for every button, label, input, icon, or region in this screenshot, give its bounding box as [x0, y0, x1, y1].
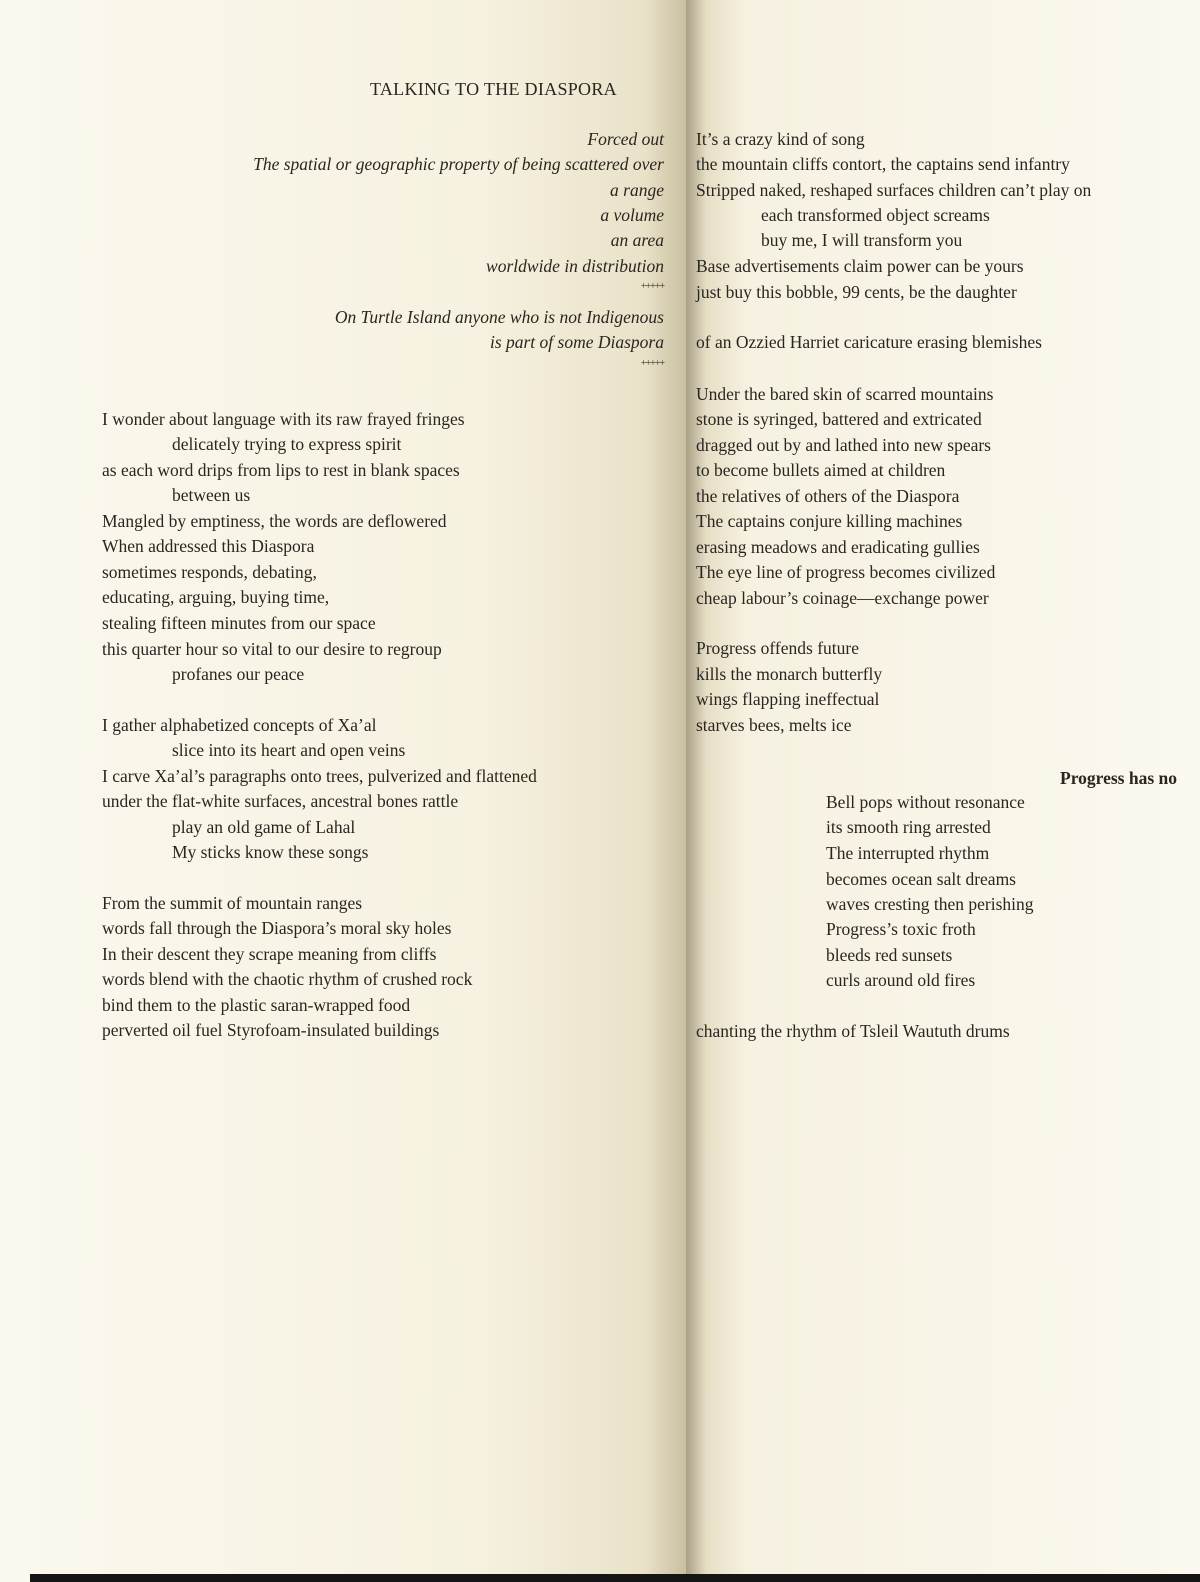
poem-line: its smooth ring arrested	[826, 817, 991, 837]
poem-line: erasing meadows and eradicating gullies	[696, 537, 980, 557]
poem-line: Progress’s toxic froth	[826, 919, 976, 939]
poem-line: I wonder about language with its raw frayed fringes	[102, 409, 465, 429]
poem-line: stealing fifteen minutes from our space	[102, 613, 376, 633]
poem-line: Bell pops without resonance	[826, 792, 1025, 812]
poem-line: The captains conjure killing machines	[696, 511, 963, 531]
poem-line: Progress offends future	[696, 638, 859, 658]
poem-line: kills the monarch butterfly	[696, 664, 883, 684]
ornament: +++++	[640, 281, 664, 292]
poem-line: slice into its heart and open veins	[172, 740, 406, 760]
poem-line: starves bees, melts ice	[696, 715, 852, 735]
poem-line: bleeds red sunsets	[826, 945, 953, 965]
poem-line: delicately trying to express spirit	[172, 434, 402, 454]
poem-line: The interrupted rhythm	[826, 843, 990, 863]
poem-line: Base advertisements claim power can be yours	[696, 256, 1024, 276]
epigraph-line: a range	[610, 180, 664, 200]
poem-line: stone is syringed, battered and extricated	[696, 409, 982, 429]
poem-line: It’s a crazy kind of song	[696, 129, 865, 149]
epigraph-line: an area	[610, 230, 664, 250]
poem-line: curls around old fires	[826, 970, 976, 990]
poem-line: each transformed object screams	[761, 205, 990, 225]
epigraph-line: worldwide in distribution	[486, 256, 664, 276]
poem-line: educating, arguing, buying time,	[102, 587, 330, 607]
poem-line: sometimes responds, debating,	[102, 562, 317, 582]
poem-line: between us	[172, 485, 251, 505]
poem-line: profanes our peace	[172, 664, 305, 684]
poem-line: I carve Xa’al’s paragraphs onto trees, pulverized and flattened	[102, 766, 537, 786]
poem-line: becomes ocean salt dreams	[826, 869, 1016, 889]
poem-line: I gather alphabetized concepts of Xa’al	[102, 715, 377, 735]
poem-line: cheap labour’s coinage—exchange power	[696, 588, 989, 608]
poem-line: My sticks know these songs	[172, 842, 369, 862]
poem-line: the relatives of others of the Diaspora	[696, 486, 960, 506]
poem-title: TALKING TO THE DIASPORA	[370, 79, 617, 99]
poem-line: as each word drips from lips to rest in blank spaces	[102, 460, 460, 480]
poem-line: buy me, I will transform you	[761, 230, 963, 250]
poem-line: waves cresting then perishing	[826, 894, 1034, 914]
poem-line: bind them to the plastic saran-wrapped food	[102, 995, 411, 1015]
poem-line: to become bullets aimed at children	[696, 460, 946, 480]
epigraph-line: The spatial or geographic property of being scattered over	[253, 154, 664, 174]
poem-line: this quarter hour so vital to our desire to regroup	[102, 639, 442, 659]
poem-line: play an old game of Lahal	[172, 817, 356, 837]
epigraph-line: On Turtle Island anyone who is not Indigenous	[334, 307, 664, 327]
epigraph-line: Forced out	[587, 129, 664, 149]
poem-line: of an Ozzied Harriet caricature erasing blemishes	[696, 332, 1042, 352]
poem-line: Under the bared skin of scarred mountains	[696, 384, 994, 404]
section-heading: Progress has no	[1060, 768, 1178, 788]
poem-line: wings flapping ineffectual	[696, 689, 880, 709]
poem-line: In their descent they scrape meaning from cliffs	[102, 944, 437, 964]
poem-line: From the summit of mountain ranges	[102, 893, 363, 913]
ornament: +++++	[640, 358, 664, 369]
poem-line: dragged out by and lathed into new spears	[696, 435, 991, 455]
poem-line: words fall through the Diaspora’s moral sky holes	[102, 918, 452, 938]
poem-line: chanting the rhythm of Tsleil Waututh drums	[696, 1021, 1010, 1041]
poem-line: When addressed this Diaspora	[102, 536, 315, 556]
right-page	[686, 0, 1200, 1582]
poem-line: The eye line of progress becomes civilized	[696, 562, 996, 582]
page-bottom-edge	[30, 1574, 1200, 1582]
poem-line: the mountain cliffs contort, the captains send infantry	[696, 154, 1070, 174]
poem-line: Stripped naked, reshaped surfaces children can’t play on	[696, 180, 1092, 200]
poem-line: just buy this bobble, 99 cents, be the daughter	[696, 282, 1017, 302]
poem-line: Mangled by emptiness, the words are deflowered	[102, 511, 447, 531]
poem-line: words blend with the chaotic rhythm of crushed rock	[102, 969, 473, 989]
poem-line: perverted oil fuel Styrofoam-insulated buildings	[102, 1020, 440, 1040]
poem-line: under the flat-white surfaces, ancestral bones rattle	[102, 791, 459, 811]
epigraph-line: is part of some Diaspora	[489, 332, 664, 352]
epigraph-line: a volume	[600, 205, 664, 225]
